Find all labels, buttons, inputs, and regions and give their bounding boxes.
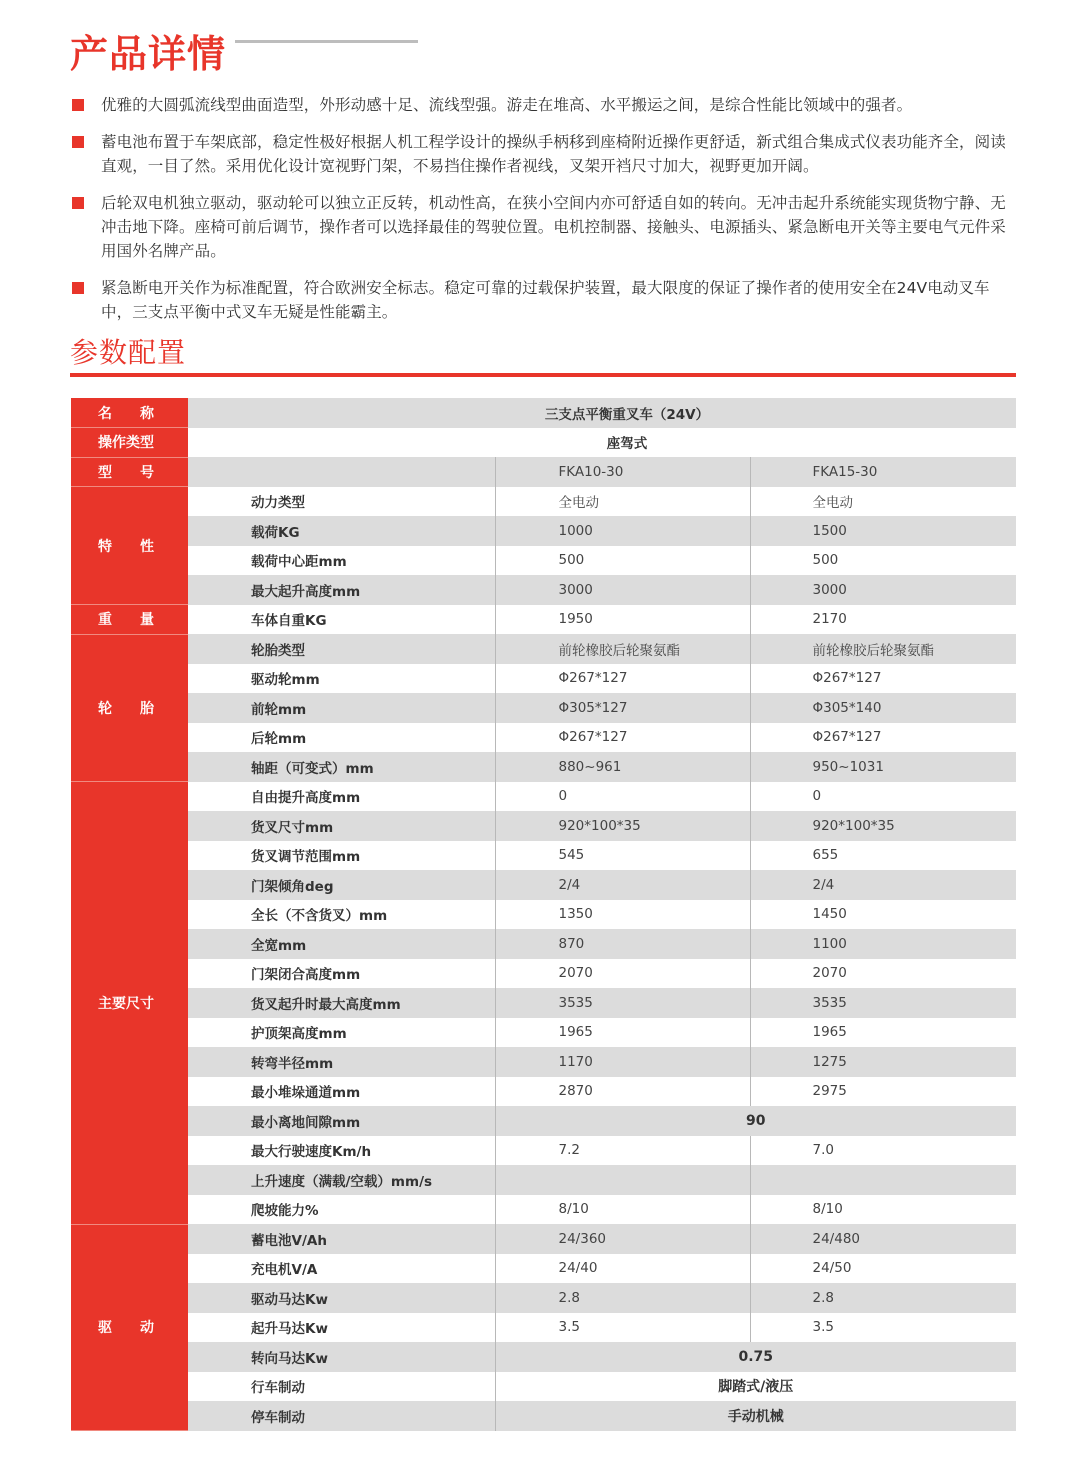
param-value-model-2: 2975 [750, 1077, 1016, 1107]
param-value-model-2: 全电动 [750, 487, 1016, 517]
param-name: 最大行驶速度Km/h [188, 1136, 495, 1166]
param-value-model-1: Φ305*127 [495, 693, 750, 723]
param-value-model-1: 1965 [495, 1018, 750, 1048]
param-value-model-2: 3000 [750, 575, 1016, 605]
feature-text: 蓄电池布置于车架底部，稳定性极好根据人机工程学设计的操纵手柄移到座椅附近操作更舒适，新式组合集成式仪表功能齐全，阅读直观，一目了然。采用优化设计宽视野门架，不易挡住操作者视线，叉架开裆尺寸加大，视野更加开阔。 [101, 133, 1006, 175]
param-value-model-1: Φ267*127 [495, 723, 750, 753]
param-value-model-2: 1450 [750, 900, 1016, 930]
param-value-shared: 脚踏式/液压 [495, 1372, 1016, 1402]
param-value-model-2: 655 [750, 841, 1016, 871]
param-name: 最大起升高度mm [188, 575, 495, 605]
param-name: 门架倾角deg [188, 870, 495, 900]
param-value-model-1: 全电动 [495, 487, 750, 517]
table-row [71, 811, 1016, 841]
param-name: 全宽mm [188, 929, 495, 959]
param-value-model-2: 8/10 [750, 1195, 1016, 1225]
param-value-model-1: 1000 [495, 516, 750, 546]
table-row [71, 693, 1016, 723]
table-row [71, 1047, 1016, 1077]
param-name: 转向马达Kw [188, 1342, 495, 1372]
table-row [71, 634, 1016, 664]
param-value-model-1: 880~961 [495, 752, 750, 782]
param-name: 驱动轮mm [188, 664, 495, 694]
param-value-model-1: 2/4 [495, 870, 750, 900]
table-row-model [71, 457, 1016, 487]
table-row [71, 664, 1016, 694]
model-name-blank [188, 457, 495, 487]
param-value-model-2: 950~1031 [750, 752, 1016, 782]
param-name: 车体自重KG [188, 605, 495, 635]
param-value-model-1: 0 [495, 782, 750, 812]
param-name: 上升速度（满载/空载）mm/s [188, 1165, 495, 1195]
param-name: 蓄电池V/Ah [188, 1224, 495, 1254]
category-characteristics: 特 性 [71, 487, 188, 605]
table-row [71, 1077, 1016, 1107]
param-value-model-1: 500 [495, 546, 750, 576]
model-label: 型 号 [71, 457, 188, 487]
table-row [71, 1224, 1016, 1254]
param-value-model-1: 2870 [495, 1077, 750, 1107]
param-value-model-2: 3535 [750, 988, 1016, 1018]
param-value-model-2: 2070 [750, 959, 1016, 989]
table-row [71, 1401, 1016, 1431]
param-value-model-2: 920*100*35 [750, 811, 1016, 841]
param-name: 护顶架高度mm [188, 1018, 495, 1048]
table-row [71, 487, 1016, 517]
table-row [71, 723, 1016, 753]
param-value-model-2 [750, 1165, 1016, 1195]
spec-title-underline [70, 373, 1016, 377]
product-name: 三支点平衡重叉车（24V） [188, 398, 1016, 428]
param-name: 门架闭合高度mm [188, 959, 495, 989]
table-row [71, 1313, 1016, 1343]
param-value-model-1: 7.2 [495, 1136, 750, 1166]
table-row [71, 752, 1016, 782]
feature-item [70, 276, 1020, 324]
title-divider [235, 40, 418, 43]
table-row [71, 841, 1016, 871]
param-value-model-1: 3.5 [495, 1313, 750, 1343]
param-value-model-2: 1100 [750, 929, 1016, 959]
feature-text: 后轮双电机独立驱动，驱动轮可以独立正反转，机动性高，在狭小空间内亦可舒适自如的转向。无冲击起升系统能实现货物宁静、无冲击地下降。座椅可前后调节，操作者可以选择最佳的驾驶位置。电机控制器、接触头、电源插头、紧急断电开关等主要电气元件采用国外名牌产品。 [101, 194, 1006, 260]
model-1: FKA10-30 [495, 457, 750, 487]
param-name: 充电机V/A [188, 1254, 495, 1284]
param-value-model-2: 7.0 [750, 1136, 1016, 1166]
param-value-model-1: 545 [495, 841, 750, 871]
param-value-shared: 0.75 [495, 1342, 1016, 1372]
param-name: 货叉尺寸mm [188, 811, 495, 841]
feature-list [70, 93, 1020, 337]
param-name: 动力类型 [188, 487, 495, 517]
table-row [71, 1165, 1016, 1195]
param-name: 自由提升高度mm [188, 782, 495, 812]
param-name: 行车制动 [188, 1372, 495, 1402]
category-dimensions: 主要尺寸 [71, 782, 188, 1225]
param-name: 最小堆垛通道mm [188, 1077, 495, 1107]
table-row [71, 575, 1016, 605]
table-row [71, 929, 1016, 959]
feature-item [70, 191, 1020, 263]
param-name: 货叉调节范围mm [188, 841, 495, 871]
param-value-model-2: Φ267*127 [750, 664, 1016, 694]
param-name: 轮胎类型 [188, 634, 495, 664]
param-value-model-1: Φ267*127 [495, 664, 750, 694]
op-type-label: 操作类型 [71, 428, 188, 458]
product-details-title: 产品详情 [70, 32, 227, 76]
param-value-model-2: 2170 [750, 605, 1016, 635]
table-row [71, 1283, 1016, 1313]
param-name: 全长（不含货叉）mm [188, 900, 495, 930]
table-row [71, 546, 1016, 576]
table-row [71, 1342, 1016, 1372]
param-name: 轴距（可变式）mm [188, 752, 495, 782]
param-value-model-1: 2.8 [495, 1283, 750, 1313]
param-name: 驱动马达Kw [188, 1283, 495, 1313]
param-name: 转弯半径mm [188, 1047, 495, 1077]
param-value-model-1: 3535 [495, 988, 750, 1018]
name-label: 名 称 [71, 398, 188, 428]
table-row [71, 1254, 1016, 1284]
feature-text: 紧急断电开关作为标准配置，符合欧洲安全标志。稳定可靠的过载保护装置，最大限度的保证了操作者的使用安全在24V电动叉车中，三支点平衡中式叉车无疑是性能霸主。 [101, 279, 990, 321]
table-row [71, 1372, 1016, 1402]
table-row [71, 782, 1016, 812]
table-row [71, 870, 1016, 900]
param-value-model-1 [495, 1165, 750, 1195]
param-value-model-2: 1275 [750, 1047, 1016, 1077]
param-name: 起升马达Kw [188, 1313, 495, 1343]
table-row [71, 1136, 1016, 1166]
param-name: 后轮mm [188, 723, 495, 753]
param-value-model-1: 24/40 [495, 1254, 750, 1284]
category-drive: 驱 动 [71, 1224, 188, 1431]
param-value-model-1: 8/10 [495, 1195, 750, 1225]
param-name: 载荷中心距mm [188, 546, 495, 576]
param-value-model-2: 24/480 [750, 1224, 1016, 1254]
param-value-model-2: 2.8 [750, 1283, 1016, 1313]
table-row [71, 900, 1016, 930]
param-value-model-2: Φ267*127 [750, 723, 1016, 753]
param-value-model-1: 3000 [495, 575, 750, 605]
param-value-model-2: 3.5 [750, 1313, 1016, 1343]
param-name: 前轮mm [188, 693, 495, 723]
feature-item [70, 130, 1020, 178]
param-value-model-1: 1950 [495, 605, 750, 635]
param-value-model-2: 前轮橡胶后轮聚氨酯 [750, 634, 1016, 664]
table-row [71, 516, 1016, 546]
param-value-model-2: 1500 [750, 516, 1016, 546]
category-tires: 轮 胎 [71, 634, 188, 782]
table-row [71, 1106, 1016, 1136]
param-value-model-1: 1350 [495, 900, 750, 930]
param-value-shared: 90 [495, 1106, 1016, 1136]
table-row-name [71, 398, 1016, 428]
table-row [71, 988, 1016, 1018]
bullet-square-icon [72, 282, 84, 294]
table-row [71, 959, 1016, 989]
category-weight: 重 量 [71, 605, 188, 635]
feature-item [70, 93, 1020, 117]
param-value-model-2: 24/50 [750, 1254, 1016, 1284]
feature-text: 优雅的大圆弧流线型曲面造型，外形动感十足、流线型强。游走在堆高、水平搬运之间，是综合性能比领域中的强者。 [101, 96, 913, 114]
param-value-model-2: 0 [750, 782, 1016, 812]
model-2: FKA15-30 [750, 457, 1016, 487]
param-value-model-1: 24/360 [495, 1224, 750, 1254]
table-row [71, 1018, 1016, 1048]
spec-table [71, 398, 1016, 1431]
param-value-model-2: 2/4 [750, 870, 1016, 900]
param-value-shared: 手动机械 [495, 1401, 1016, 1431]
param-value-model-1: 870 [495, 929, 750, 959]
param-value-model-2: Φ305*140 [750, 693, 1016, 723]
table-row-op-type [71, 428, 1016, 458]
op-type-value: 座驾式 [188, 428, 1016, 458]
param-value-model-1: 2070 [495, 959, 750, 989]
param-name: 停车制动 [188, 1401, 495, 1431]
param-name: 载荷KG [188, 516, 495, 546]
param-value-model-2: 1965 [750, 1018, 1016, 1048]
param-value-model-2: 500 [750, 546, 1016, 576]
bullet-square-icon [72, 136, 84, 148]
param-value-model-1: 920*100*35 [495, 811, 750, 841]
bullet-square-icon [72, 99, 84, 111]
param-value-model-1: 前轮橡胶后轮聚氨酯 [495, 634, 750, 664]
param-name: 货叉起升时最大高度mm [188, 988, 495, 1018]
bullet-square-icon [72, 197, 84, 209]
table-row [71, 605, 1016, 635]
param-name: 最小离地间隙mm [188, 1106, 495, 1136]
param-name: 爬坡能力% [188, 1195, 495, 1225]
table-row [71, 1195, 1016, 1225]
param-value-model-1: 1170 [495, 1047, 750, 1077]
spec-section-title: 参数配置 [70, 336, 187, 369]
